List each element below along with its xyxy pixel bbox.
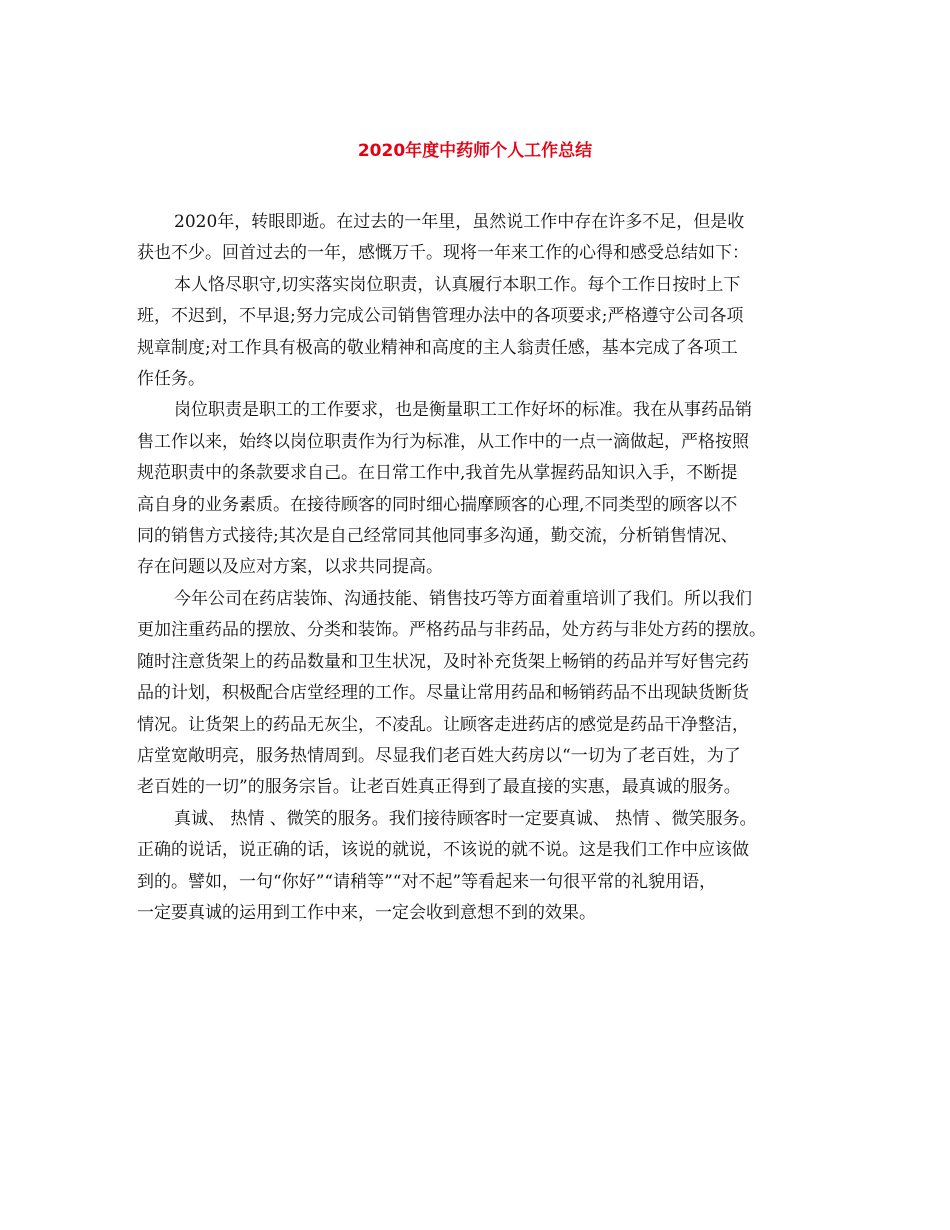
text-line: 班，不迟到，不早退;努力完成公司销售管理办法中的各项要求;严格遵守公司各项 <box>137 306 744 327</box>
text-line: 存在问题以及应对方案，以求共同提高。 <box>137 557 443 578</box>
text-line: 品的计划，积极配合店堂经理的工作。尽量让常用药品和畅销药品不出现缺货断货 <box>137 683 749 704</box>
text-line: 获也不少。回首过去的一年，感慨万千。现将一年来工作的心得和感受总结如下： <box>137 243 749 264</box>
text-line: 售工作以来，始终以岗位职责作为行为标准，从工作中的一点一滴做起，严格按照 <box>137 431 749 452</box>
text-line: 规章制度;对工作具有极高的敬业精神和高度的主人翁责任感，基本完成了各项工 <box>137 337 738 358</box>
paragraph-duty <box>137 270 827 396</box>
text-line: 2020年，转眼即逝。在过去的一年里，虽然说工作中存在许多不足，但是收 <box>174 212 745 232</box>
text-line: 更加注重药品的摆放、分类和装饰。严格药品与非药品，处方药与非处方药的摆放。 <box>137 620 766 641</box>
document-body <box>137 207 827 929</box>
text-line: 岗位职责是职工的工作要求，也是衡量职工工作好坏的标准。我在从事药品销 <box>174 400 752 421</box>
document-title: 2020年度中药师个人工作总结 <box>357 141 593 161</box>
paragraph-responsibility <box>137 395 827 583</box>
text-line: 本人恪尽职守,切实落实岗位职责，认真履行本职工作。每个工作日按时上下 <box>174 274 741 295</box>
text-line: 店堂宽敞明亮，服务热情周到。尽显我们老百姓大药房以“一切为了老百姓，为了 <box>137 745 741 766</box>
text-line: 老百姓的一切”的服务宗旨。让老百姓真正得到了最直接的实惠，最真诚的服务。 <box>137 777 741 798</box>
text-line: 高自身的业务素质。在接待顾客的同时细心揣摩顾客的心理,不同类型的顾客以不 <box>137 494 738 515</box>
paragraph-training <box>137 584 827 804</box>
text-line: 一定要真诚的运用到工作中来，一定会收到意想不到的效果。 <box>137 902 596 923</box>
text-line: 随时注意货架上的药品数量和卫生状况，及时补充货架上畅销的药品并写好售完药 <box>137 651 749 672</box>
text-line: 今年公司在药店装饰、沟通技能、销售技巧等方面着重培训了我们。所以我们 <box>174 588 752 609</box>
paragraph-service <box>137 804 827 930</box>
text-line: 作任务。 <box>137 369 205 390</box>
text-line: 真诚、 热情 、微笑的服务。我们接待顾客时一定要真诚、 热情 、微笑服务。 <box>174 808 757 829</box>
paragraph-intro <box>137 207 827 270</box>
text-line: 同的销售方式接待;其次是自己经常同其他同事多沟通，勤交流，分析销售情况、 <box>137 526 738 547</box>
text-line: 规范职责中的条款要求自己。在日常工作中,我首先从掌握药品知识入手，不断提 <box>137 463 738 484</box>
text-line: 情况。让货架上的药品无灰尘，不凌乱。让顾客走进药店的感觉是药品干净整洁， <box>137 714 749 735</box>
text-line: 到的。譬如，一句“你好”“请稍等”“对不起”等看起来一句很平常的礼貌用语， <box>137 871 717 892</box>
text-line: 正确的说话，说正确的话，该说的就说，不该说的就不说。这是我们工作中应该做 <box>137 840 749 861</box>
